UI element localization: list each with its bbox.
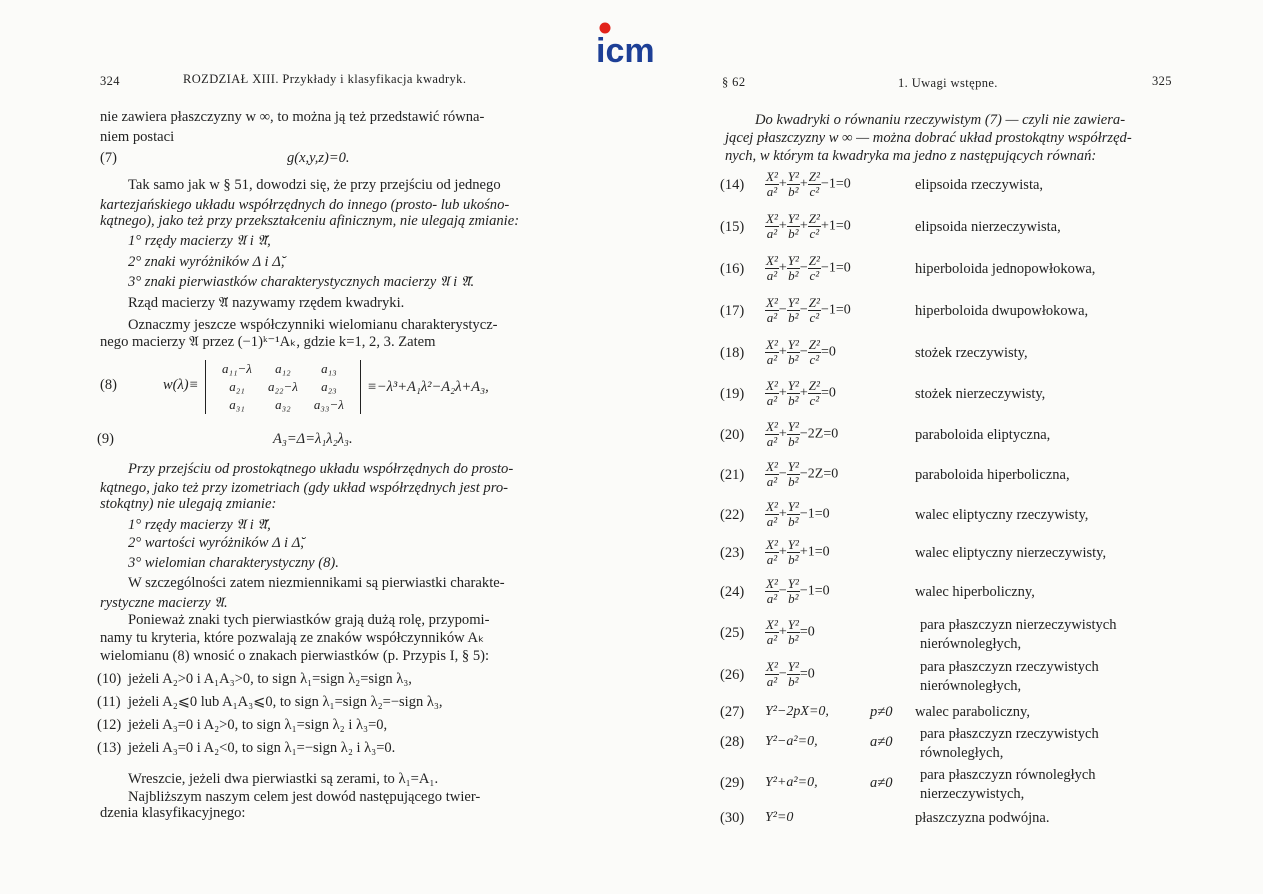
text-line: W szczególności zatem niezmiennikami są pierwiastki charakte- bbox=[128, 575, 505, 591]
matrix-cell: a₃₁ bbox=[229, 397, 245, 412]
fraction: $\frac{\text{Y²}}{\text{b²}}$ bbox=[787, 659, 799, 689]
quadric-name: płaszczyzna podwójna. bbox=[915, 810, 1050, 826]
quadric-name: stożek nierzeczywisty, bbox=[915, 386, 1046, 402]
equation-9: A₃=Δ=λ₁λ₂λ₃. bbox=[273, 431, 353, 447]
equation: $\frac{\text{X²}}{\text{a²}}$ + $\frac{\text{Y²}}{\text{b²}}$ − $\frac{\text{Z²}}{\text{c²}}$ =0 bbox=[766, 337, 836, 367]
fraction: $\frac{\text{Y²}}{\text{b²}}$ bbox=[787, 169, 799, 199]
text-line: jącej płaszczyzny w ∞ — można dobrać układ prostokątny współrzęd- bbox=[725, 130, 1132, 146]
fraction: $\frac{\text{Y²}}{\text{b²}}$ bbox=[787, 617, 799, 647]
text-line: Oznaczmy jeszcze współczynniki wielomianu charakterystycz- bbox=[128, 317, 498, 333]
text-line: rystyczne macierzy 𝔄. bbox=[100, 595, 228, 611]
quadric-name: paraboloida eliptyczna, bbox=[915, 427, 1051, 443]
fraction: $\frac{\text{X²}}{\text{a²}}$ bbox=[766, 537, 778, 567]
quadric-name: elipsoida rzeczywista, bbox=[915, 177, 1044, 193]
equation-row bbox=[720, 338, 1185, 370]
fraction: $\frac{\text{Y²}}{\text{b²}}$ bbox=[787, 576, 799, 606]
matrix-cell: a₂₃ bbox=[321, 379, 337, 394]
matrix-cell: a₃₃−λ bbox=[313, 397, 344, 412]
equation: $\frac{\text{X²}}{\text{a²}}$ + $\frac{\text{Y²}}{\text{b²}}$ + $\frac{\text{Z²}}{\text{c²}}$ +1=0 bbox=[766, 211, 851, 241]
equation-8-rhs: ≡−λ³+A₁λ²−A₂λ+A₃, bbox=[367, 379, 489, 395]
quadric-name: para płaszczyzn nierzeczywistych nierównoległych, bbox=[920, 617, 1117, 652]
condition-text: jeżeli A₂>0 i A₁A₃>0, to sign λ₁=sign λ₂=sign λ₃, bbox=[128, 671, 412, 687]
equation-row bbox=[720, 379, 1185, 411]
fraction: $\frac{\text{Y²}}{\text{b²}}$ bbox=[787, 459, 799, 489]
text-line: Tak samo jak w § 51, dowodzi się, że przy przejściu od jednego bbox=[128, 177, 501, 193]
equation-number: (28) bbox=[720, 734, 745, 750]
fraction: $\frac{\text{Z²}}{\text{c²}}$ bbox=[808, 169, 820, 199]
text-line: Przy przejściu od prostokątnego układu współrzędnych do prosto- bbox=[128, 461, 514, 477]
text-line: stokątny) nie ulegają zmianie: bbox=[100, 496, 277, 512]
fraction: $\frac{\text{Z²}}{\text{c²}}$ bbox=[808, 295, 820, 325]
equation-number: (16) bbox=[720, 261, 745, 277]
equation-number: (23) bbox=[720, 545, 745, 561]
fraction: $\frac{\text{Y²}}{\text{b²}}$ bbox=[787, 419, 799, 449]
text-line: Rząd macierzy 𝔄̆ nazywamy rzędem kwadryki. bbox=[128, 295, 405, 311]
equation-row bbox=[720, 254, 1185, 286]
equation-row bbox=[720, 500, 1185, 532]
section-number: § 62 bbox=[722, 75, 746, 89]
equation-row bbox=[720, 296, 1185, 328]
fraction: $\frac{\text{X²}}{\text{a²}}$ bbox=[766, 617, 778, 647]
fraction: $\frac{\text{X²}}{\text{a²}}$ bbox=[766, 576, 778, 606]
condition-number: (11) bbox=[97, 694, 121, 710]
equation-row bbox=[720, 420, 1185, 452]
matrix-cell: a₁₂ bbox=[275, 361, 291, 376]
equation-number: (9) bbox=[97, 431, 114, 447]
equation: $\frac{\text{X²}}{\text{a²}}$ + $\frac{\text{Y²}}{\text{b²}}$ + $\frac{\text{Z²}}{\text{c²}}$ −1=0 bbox=[766, 169, 851, 199]
text-line: dzenia klasyfikacyjnego: bbox=[100, 805, 246, 821]
list-item: 1° rzędy macierzy 𝔄 i 𝔄̆, bbox=[128, 517, 271, 533]
fraction: $\frac{\text{Y²}}{\text{b²}}$ bbox=[787, 537, 799, 567]
text-line: Ponieważ znaki tych pierwiastków grają dużą rolę, przypomi- bbox=[128, 612, 490, 628]
equation-number: (17) bbox=[720, 303, 745, 319]
svg-text:icm: icm bbox=[596, 32, 655, 66]
list-item: 3° znaki pierwiastków charakterystycznych macierzy 𝔄 i 𝔄̆. bbox=[128, 274, 475, 290]
fraction: $\frac{\text{Z²}}{\text{c²}}$ bbox=[808, 337, 820, 367]
equation-number: (27) bbox=[720, 704, 745, 720]
matrix-cell: a₁₃ bbox=[321, 361, 337, 376]
right-page-number: 325 bbox=[1152, 74, 1172, 88]
equation-condition: a≠0 bbox=[870, 775, 893, 791]
quadric-name: hiperboloida dwupowłokowa, bbox=[915, 303, 1089, 319]
fraction: $\frac{\text{Z²}}{\text{c²}}$ bbox=[808, 211, 820, 241]
equation-row bbox=[720, 803, 1185, 835]
equation-row bbox=[720, 170, 1185, 202]
list-item: 3° wielomian charakterystyczny (8). bbox=[128, 555, 339, 571]
list-item: 2° wartości wyróżników Δ i Δ̆, bbox=[128, 535, 304, 551]
fraction: $\frac{\text{X²}}{\text{a²}}$ bbox=[766, 499, 778, 529]
fraction: $\frac{\text{Y²}}{\text{b²}}$ bbox=[787, 253, 799, 283]
quadric-name: stożek rzeczywisty, bbox=[915, 345, 1028, 361]
condition-number: (10) bbox=[97, 671, 122, 687]
equation-row bbox=[720, 538, 1185, 570]
equation: $\frac{\text{X²}}{\text{a²}}$ − $\frac{\text{Y²}}{\text{b²}}$ −1=0 bbox=[766, 576, 830, 606]
fraction: $\frac{\text{X²}}{\text{a²}}$ bbox=[766, 295, 778, 325]
equation: Y²+a²=0, bbox=[765, 775, 818, 790]
icm-logo bbox=[596, 20, 676, 66]
fraction: $\frac{\text{Y²}}{\text{b²}}$ bbox=[787, 211, 799, 241]
equation: $\frac{\text{X²}}{\text{a²}}$ + $\frac{\text{Y²}}{\text{b²}}$ +1=0 bbox=[766, 537, 830, 567]
equation: $\frac{\text{X²}}{\text{a²}}$ − $\frac{\text{Y²}}{\text{b²}}$ − $\frac{\text{Z²}}{\text{c²}}$ −1=0 bbox=[766, 295, 851, 325]
text-line: kartezjańskiego układu współrzędnych do innego (prosto- lub ukośno- bbox=[100, 197, 510, 213]
equation: $\frac{\text{X²}}{\text{a²}}$ + $\frac{\text{Y²}}{\text{b²}}$ −2Z=0 bbox=[766, 419, 839, 449]
equation: $\frac{\text{X²}}{\text{a²}}$ + $\frac{\text{Y²}}{\text{b²}}$ − $\frac{\text{Z²}}{\text{c²}}$ −1=0 bbox=[766, 253, 851, 283]
text-line: kątnego), jako też przy przekształceniu afinicznym, nie ulegają zmianie: bbox=[100, 213, 520, 229]
equation: $\frac{\text{X²}}{\text{a²}}$ − $\frac{\text{Y²}}{\text{b²}}$ −2Z=0 bbox=[766, 459, 839, 489]
quadric-name: hiperboloida jednopowłokowa, bbox=[915, 261, 1096, 277]
equation: Y²−2pX=0, bbox=[765, 704, 829, 719]
equation: $\frac{\text{X²}}{\text{a²}}$ + $\frac{\text{Y²}}{\text{b²}}$ −1=0 bbox=[766, 499, 830, 529]
equation: Y²=0 bbox=[765, 810, 794, 825]
text-line: Najbliższym naszym celem jest dowód następującego twier- bbox=[128, 789, 481, 805]
equation-8-lhs: w(λ)≡ bbox=[163, 377, 199, 393]
fraction: $\frac{\text{X²}}{\text{a²}}$ bbox=[766, 211, 778, 241]
equation: $\frac{\text{X²}}{\text{a²}}$ − $\frac{\text{Y²}}{\text{b²}}$ =0 bbox=[766, 659, 815, 689]
equation-condition: p≠0 bbox=[870, 704, 893, 720]
right-running-head: 1. Uwagi wstępne. bbox=[898, 76, 998, 90]
condition-text: jeżeli A₃=0 i A₂>0, to sign λ₁=sign λ₂ i λ₃=0, bbox=[128, 717, 388, 733]
equation-row bbox=[720, 727, 1185, 759]
equation-number: (19) bbox=[720, 386, 745, 402]
equation-number: (18) bbox=[720, 345, 745, 361]
equation-row bbox=[720, 660, 1185, 692]
equation: $\frac{\text{X²}}{\text{a²}}$ + $\frac{\text{Y²}}{\text{b²}}$ =0 bbox=[766, 617, 815, 647]
equation-number: (25) bbox=[720, 625, 745, 641]
equation-row bbox=[720, 768, 1185, 800]
text-line: nych, w którym ta kwadryka ma jedno z następujących równań: bbox=[725, 148, 1097, 164]
fraction: $\frac{\text{X²}}{\text{a²}}$ bbox=[766, 659, 778, 689]
text-line: niem postaci bbox=[100, 129, 175, 145]
list-item: 2° znaki wyróżników Δ i Δ̆, bbox=[128, 254, 285, 270]
condition-number: (12) bbox=[97, 717, 122, 733]
fraction: $\frac{\text{X²}}{\text{a²}}$ bbox=[766, 253, 778, 283]
text-line: wielomianu (8) wnosić o znakach pierwiastków (p. Przypis I, § 5): bbox=[100, 648, 490, 664]
equation: $\frac{\text{X²}}{\text{a²}}$ + $\frac{\text{Y²}}{\text{b²}}$ + $\frac{\text{Z²}}{\text{c²}}$ =0 bbox=[766, 378, 836, 408]
equation-number: (22) bbox=[720, 507, 745, 523]
condition-number: (13) bbox=[97, 740, 122, 756]
matrix-cell: a₂₂−λ bbox=[267, 379, 298, 394]
equation-row bbox=[720, 460, 1185, 492]
equation-7: g(x,y,z)=0. bbox=[287, 150, 350, 166]
matrix-cell: a₂₁ bbox=[229, 379, 245, 394]
equation-number: (29) bbox=[720, 775, 745, 791]
quadric-name: elipsoida nierzeczywista, bbox=[915, 219, 1061, 235]
matrix-cell: a₃₂ bbox=[275, 397, 291, 412]
quadric-name: para płaszczyzn równoległych nierzeczywistych, bbox=[920, 767, 1096, 802]
equation-number: (20) bbox=[720, 427, 745, 443]
text-line: nie zawiera płaszczyzny w ∞, to można ją też przedstawić równa- bbox=[100, 109, 485, 125]
quadric-name: walec eliptyczny rzeczywisty, bbox=[915, 507, 1089, 523]
fraction: $\frac{\text{X²}}{\text{a²}}$ bbox=[766, 459, 778, 489]
fraction: $\frac{\text{Z²}}{\text{c²}}$ bbox=[808, 378, 820, 408]
quadric-name: para płaszczyzn rzeczywistych nierównoległych, bbox=[920, 659, 1099, 694]
text-line: namy tu kryteria, które pozwalają ze znaków współczynników Aₖ bbox=[100, 630, 485, 646]
right-page bbox=[720, 0, 1185, 894]
equation-number: (14) bbox=[720, 177, 745, 193]
equation-number: (15) bbox=[720, 219, 745, 235]
fraction: $\frac{\text{X²}}{\text{a²}}$ bbox=[766, 169, 778, 199]
quadric-name: paraboloida hiperboliczna, bbox=[915, 467, 1070, 483]
equation-number: (7) bbox=[100, 150, 117, 166]
fraction: $\frac{\text{X²}}{\text{a²}}$ bbox=[766, 378, 778, 408]
text-line: nego macierzy 𝔄 przez (−1)ᵏ⁻¹Aₖ, gdzie k=1, 2, 3. Zatem bbox=[100, 334, 436, 350]
left-running-head: ROZDZIAŁ XIII. Przykłady i klasyfikacja kwadryk. bbox=[183, 72, 467, 86]
equation-number: (24) bbox=[720, 584, 745, 600]
fraction: $\frac{\text{Y²}}{\text{b²}}$ bbox=[787, 499, 799, 529]
condition-text: jeżeli A₃=0 i A₂<0, to sign λ₁=−sign λ₂ i λ₃=0. bbox=[128, 740, 396, 756]
equation: Y²−a²=0, bbox=[765, 734, 818, 749]
left-page bbox=[95, 0, 565, 894]
determinant-matrix bbox=[205, 360, 361, 414]
text-line: kątnego, jako też przy izometriach (gdy układ współrzędnych jest pro- bbox=[100, 480, 509, 496]
equation-number: (30) bbox=[720, 810, 745, 826]
fraction: $\frac{\text{Y²}}{\text{b²}}$ bbox=[787, 337, 799, 367]
list-item: 1° rzędy macierzy 𝔄 i 𝔄̆, bbox=[128, 233, 271, 249]
fraction: $\frac{\text{Y²}}{\text{b²}}$ bbox=[787, 378, 799, 408]
condition-text: jeżeli A₂⩽0 lub A₁A₃⩽0, to sign λ₁=sign λ₂=−sign λ₃, bbox=[128, 694, 443, 710]
equation-condition: a≠0 bbox=[870, 734, 893, 750]
left-page-number: 324 bbox=[100, 74, 120, 88]
fraction: $\frac{\text{Y²}}{\text{b²}}$ bbox=[787, 295, 799, 325]
equation-row bbox=[720, 618, 1185, 650]
equation-number: (8) bbox=[100, 377, 117, 393]
equation-number: (26) bbox=[720, 667, 745, 683]
text-line: Wreszcie, jeżeli dwa pierwiastki są zerami, to λ₁=A₁. bbox=[128, 771, 439, 787]
fraction: $\frac{\text{X²}}{\text{a²}}$ bbox=[766, 419, 778, 449]
quadric-name: walec paraboliczny, bbox=[915, 704, 1030, 720]
matrix-cell: a₁₁−λ bbox=[222, 361, 252, 376]
equation-row bbox=[720, 577, 1185, 609]
equation-row bbox=[720, 212, 1185, 244]
quadric-name: walec eliptyczny nierzeczywisty, bbox=[915, 545, 1107, 561]
fraction: $\frac{\text{Z²}}{\text{c²}}$ bbox=[808, 253, 820, 283]
equation-number: (21) bbox=[720, 467, 745, 483]
fraction: $\frac{\text{X²}}{\text{a²}}$ bbox=[766, 337, 778, 367]
text-line: Do kwadryki o równaniu rzeczywistym (7) — czyli nie zawiera- bbox=[755, 112, 1126, 128]
quadric-name: walec hiperboliczny, bbox=[915, 584, 1035, 600]
quadric-name: para płaszczyzn rzeczywistych równoległych, bbox=[920, 726, 1099, 761]
